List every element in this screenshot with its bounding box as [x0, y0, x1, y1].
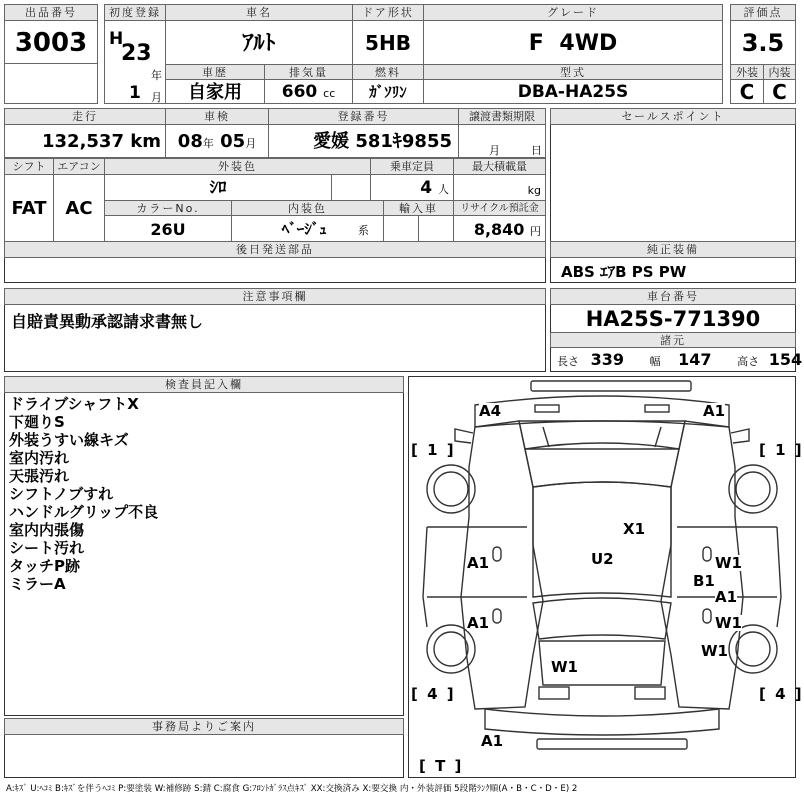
- inspection-year: 08: [177, 131, 203, 152]
- inspection-label: 車検: [165, 108, 269, 125]
- remark-line: 室内内張傷: [9, 521, 85, 539]
- reg-year: 23: [121, 41, 152, 66]
- legend: A:ｷｽﾞ U:ﾍｺﾐ B:ｷｽﾞを伴うﾍｺﾐ P:要塗装 W:補修跡 S:錆 C:腐食 G:ﾌﾛﾝﾄｶﾞﾗｽ点ｷｽﾞ XX:交換済み X:要交換 内・外装評価 5段階ﾗﾝｸ順(A・B・C・D・E) 2: [6, 784, 578, 794]
- reg-month: 1: [129, 83, 141, 103]
- bracket-trunk: [ T ]: [419, 757, 464, 775]
- office-label: 事務局よりご案内: [4, 718, 404, 735]
- equipment-label: 純正装備: [550, 241, 796, 258]
- color-blank: [331, 174, 371, 201]
- length-label: 長さ: [557, 355, 579, 368]
- damage-mark: A1: [467, 614, 490, 632]
- inspector-label: 検査員記入欄: [4, 376, 404, 393]
- mileage-label: 走行: [4, 108, 166, 125]
- interior-label: 内装色: [231, 200, 384, 216]
- car-name-label: 車名: [165, 4, 353, 21]
- load-unit: kg: [527, 184, 541, 197]
- transfer-label: 譲渡書類期限: [458, 108, 546, 125]
- later-parts-label: 後日発送部品: [4, 241, 546, 258]
- damage-mark: A4: [479, 402, 502, 420]
- chassis-number: HA25S-771390: [585, 307, 761, 331]
- interior-unit: 系: [358, 224, 369, 237]
- sales-point-label: セールスポイント: [550, 108, 796, 125]
- remark-line: 下廻りS: [9, 413, 65, 431]
- remark-line: ハンドルグリップ不良: [9, 503, 159, 521]
- notes-block: [4, 288, 546, 372]
- displacement-label: 排気量: [264, 64, 353, 80]
- transfer-cell: [458, 124, 546, 158]
- bracket-rear-right: [ 4 ]: [759, 685, 804, 703]
- length: 339: [590, 350, 624, 369]
- lot-label: 出品番号: [4, 4, 98, 21]
- history-label: 車歴: [165, 64, 265, 80]
- ac-label: エアコン: [53, 158, 105, 175]
- remark-line: タッチP跡: [9, 557, 80, 575]
- office-block: [4, 718, 404, 778]
- transfer-day-unit: 日: [531, 144, 542, 157]
- colorno-label: カラーNo.: [104, 200, 232, 216]
- recycle-unit: 円: [530, 225, 541, 238]
- capacity: 4: [420, 178, 433, 198]
- car-name: ｱﾙﾄ: [165, 20, 353, 65]
- car-outline: [409, 377, 795, 777]
- capacity-label: 乗車定員: [370, 158, 454, 175]
- int-label: 内装: [763, 64, 796, 80]
- fuel-label: 燃料: [352, 64, 424, 80]
- recycle-fee: 8,840: [473, 220, 525, 239]
- damage-mark: A1: [481, 732, 504, 750]
- import-label: 輸入車: [383, 200, 454, 216]
- width-label: 幅: [649, 355, 661, 368]
- door-label: ドア形状: [352, 4, 424, 21]
- door-type: 5HB: [352, 20, 424, 65]
- damage-mark: W1: [701, 642, 728, 660]
- chassis-block: [550, 288, 803, 372]
- plate-label: 登録番号: [268, 108, 459, 125]
- recycle-cell: [453, 215, 546, 242]
- first-reg-label: 初度登録: [104, 4, 166, 21]
- sales-point-block: [550, 108, 796, 242]
- colorno: 26U: [104, 215, 232, 242]
- dims-label: 諸元: [550, 332, 796, 348]
- inspection-cell: [165, 124, 269, 158]
- remark-line: ドライブシャフトX: [9, 395, 139, 413]
- inspector-remarks: [9, 395, 158, 593]
- grade-label: グレード: [423, 4, 723, 21]
- remark-line: 外装うすい線キズ: [9, 431, 129, 449]
- import-cell-a: [383, 215, 419, 242]
- damage-mark: A1: [703, 402, 726, 420]
- remark-line: ミラーA: [9, 575, 66, 593]
- model-label: 型式: [423, 64, 723, 80]
- damage-mark: X1: [623, 520, 646, 538]
- color: ｼﾛ: [104, 174, 332, 201]
- ext-label: 外装: [730, 64, 764, 80]
- remark-line: シフトノブすれ: [9, 485, 114, 503]
- displacement-unit: cc: [323, 87, 336, 100]
- import-cell-b: [418, 215, 454, 242]
- bracket-front-left: [ 1 ]: [411, 441, 456, 459]
- damage-mark: W1: [551, 658, 578, 676]
- capacity-cell: [370, 174, 454, 201]
- mileage-unit: km: [130, 131, 161, 152]
- equipment-block: [550, 241, 796, 283]
- inspection-month-unit: 月: [245, 137, 257, 150]
- capacity-unit: 人: [438, 183, 449, 196]
- first-reg-value: [104, 20, 166, 104]
- notes-label: 注意事項欄: [4, 288, 546, 305]
- color-label: 外装色: [104, 158, 371, 175]
- inspector-block: [4, 376, 404, 716]
- ext-grade: C: [730, 79, 764, 104]
- chassis-label: 車台番号: [550, 288, 796, 305]
- damage-mark: W1: [715, 554, 742, 572]
- score: 3.5: [730, 20, 796, 65]
- plate-number: 愛媛 581ｷ9855: [268, 124, 459, 158]
- history: 自家用: [165, 79, 265, 104]
- remark-line: 天張汚れ: [9, 467, 70, 485]
- spec-block: [4, 158, 546, 242]
- width: 147: [678, 350, 712, 369]
- mileage: 132,537: [42, 131, 124, 152]
- fuel: ｶﾞｿﾘﾝ: [352, 79, 424, 104]
- model: DBA-HA25S: [423, 79, 723, 104]
- mileage-block: [4, 108, 546, 158]
- int-grade: C: [763, 79, 796, 104]
- era: H: [109, 29, 124, 49]
- remark-line: シート汚れ: [9, 539, 85, 557]
- damage-mark: A1: [467, 554, 490, 572]
- bracket-rear-left: [ 4 ]: [411, 685, 456, 703]
- header-block: [4, 4, 796, 104]
- interior-color: ﾍﾞｰｼﾞｭ: [281, 220, 327, 238]
- ac: AC: [53, 174, 105, 242]
- shift-label: シフト: [4, 158, 54, 175]
- load-label: 最大積載量: [453, 158, 546, 175]
- dims-row: [557, 350, 803, 369]
- equipment: ABS ｴｱB PS PW: [561, 263, 687, 281]
- lot-blank: [4, 63, 98, 104]
- inspection-month: 05: [220, 131, 246, 152]
- score-label: 評価点: [730, 4, 796, 21]
- displacement: 660: [281, 82, 318, 102]
- shift: FAT: [4, 174, 54, 242]
- damage-mark: A1: [715, 588, 738, 606]
- interior-cell: [231, 215, 384, 242]
- year-unit: 年: [151, 69, 162, 82]
- bracket-front-right: [ 1 ]: [759, 441, 804, 459]
- grade: F 4WD: [423, 20, 723, 65]
- inspection-year-unit: 年: [202, 137, 214, 150]
- height: 154: [768, 350, 803, 369]
- remark-line: 室内汚れ: [9, 449, 70, 467]
- month-unit: 月: [151, 91, 162, 104]
- transfer-month-unit: 月: [489, 144, 500, 157]
- damage-mark: W1: [715, 614, 742, 632]
- height-label: 高さ: [737, 355, 760, 368]
- displacement-cell: [264, 79, 353, 104]
- damage-mark: U2: [591, 550, 614, 568]
- car-diagram: [408, 376, 804, 778]
- later-parts-block: [4, 241, 546, 283]
- lot-number: 3003: [4, 20, 98, 64]
- damage-mark: B1: [693, 572, 715, 590]
- mileage-cell: [4, 124, 166, 158]
- load-cell: [453, 174, 546, 201]
- recycle-label: リサイクル預託金: [453, 200, 546, 216]
- notes-text: 自賠責異動承認請求書無し: [11, 312, 204, 331]
